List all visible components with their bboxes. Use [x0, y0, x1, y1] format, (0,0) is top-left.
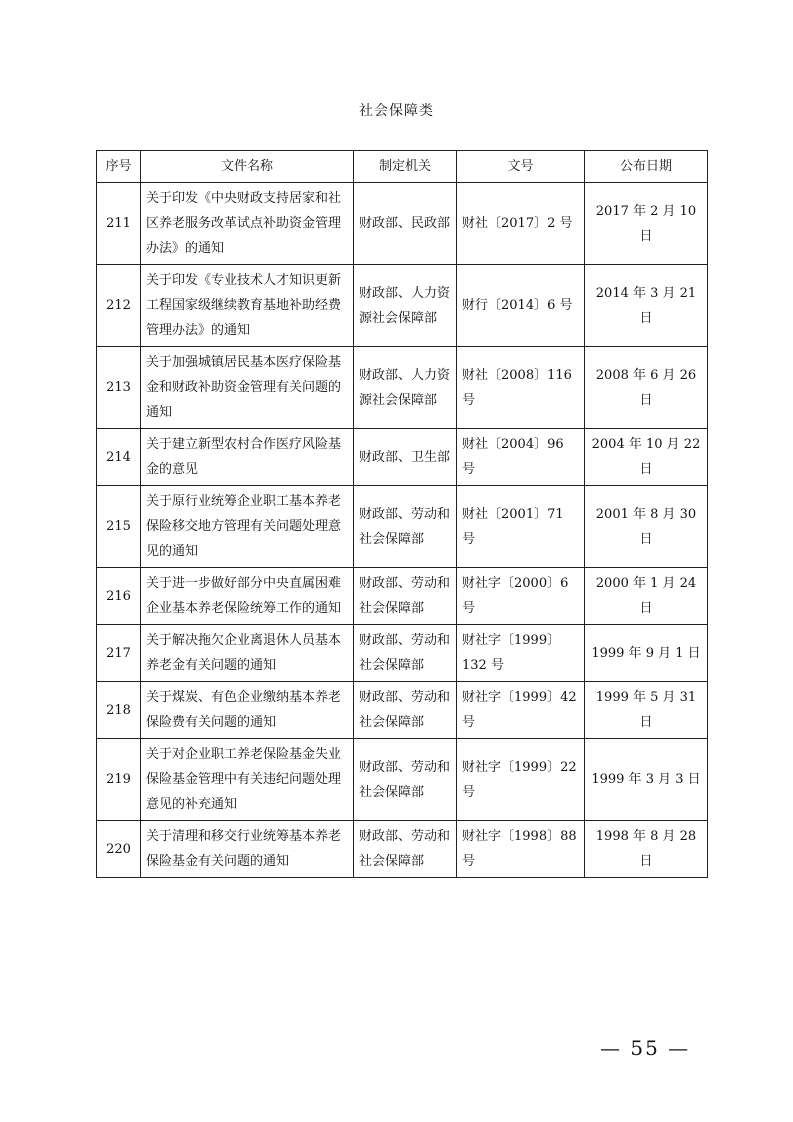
row-issuing-authority: 财政部、劳动和社会保障部 — [354, 486, 457, 568]
row-publish-date: 1999 年 9 月 1 日 — [585, 625, 708, 682]
row-publish-date: 2000 年 1 月 24 日 — [585, 568, 708, 625]
header-document-number: 文号 — [457, 151, 585, 183]
row-document-name: 关于对企业职工养老保险基金失业保险基金管理中有关违纪问题处理意见的补充通知 — [141, 739, 354, 821]
row-issuing-authority: 财政部、劳动和社会保障部 — [354, 568, 457, 625]
table-row — [97, 486, 708, 568]
row-document-name: 关于清理和移交行业统筹基本养老保险基金有关问题的通知 — [141, 821, 354, 878]
row-publish-date: 1998 年 8 月 28 日 — [585, 821, 708, 878]
table-row — [97, 429, 708, 486]
row-publish-date: 1999 年 5 月 31 日 — [585, 682, 708, 739]
row-issuing-authority: 财政部、人力资源社会保障部 — [354, 347, 457, 429]
row-publish-date: 2008 年 6 月 26 日 — [585, 347, 708, 429]
header-publish-date: 公布日期 — [585, 151, 708, 183]
row-document-number: 财社〔2004〕96 号 — [457, 429, 585, 486]
row-document-number: 财社字〔1999〕22 号 — [457, 739, 585, 821]
row-serial-number: 219 — [97, 739, 141, 821]
row-serial-number: 216 — [97, 568, 141, 625]
row-document-name: 关于印发《中央财政支持居家和社区养老服务改革试点补助资金管理办法》的通知 — [141, 183, 354, 265]
row-document-name: 关于煤炭、有色企业缴纳基本养老保险费有关问题的通知 — [141, 682, 354, 739]
header-issuing-authority: 制定机关 — [354, 151, 457, 183]
header-serial-number: 序号 — [97, 151, 141, 183]
row-publish-date: 2014 年 3 月 21 日 — [585, 265, 708, 347]
table-header-row — [97, 151, 708, 183]
page-number: — 55 — — [600, 1036, 691, 1060]
row-serial-number: 215 — [97, 486, 141, 568]
row-document-name: 关于进一步做好部分中央直属困难企业基本养老保险统筹工作的通知 — [141, 568, 354, 625]
row-document-number: 财社〔2017〕2 号 — [457, 183, 585, 265]
table-row — [97, 568, 708, 625]
table-row — [97, 739, 708, 821]
table-row — [97, 265, 708, 347]
row-issuing-authority: 财政部、劳动和社会保障部 — [354, 739, 457, 821]
row-publish-date: 2001 年 8 月 30 日 — [585, 486, 708, 568]
row-document-name: 关于印发《专业技术人才知识更新工程国家级继续教育基地补助经费管理办法》的通知 — [141, 265, 354, 347]
row-document-number: 财行〔2014〕6 号 — [457, 265, 585, 347]
table-row — [97, 183, 708, 265]
row-issuing-authority: 财政部、民政部 — [354, 183, 457, 265]
table-row — [97, 821, 708, 878]
table-row — [97, 347, 708, 429]
row-document-number: 财社字〔1998〕88 号 — [457, 821, 585, 878]
row-issuing-authority: 财政部、劳动和社会保障部 — [354, 821, 457, 878]
row-document-number: 财社字〔1999〕132 号 — [457, 625, 585, 682]
row-serial-number: 214 — [97, 429, 141, 486]
header-document-name: 文件名称 — [141, 151, 354, 183]
row-publish-date: 2017 年 2 月 10 日 — [585, 183, 708, 265]
row-issuing-authority: 财政部、卫生部 — [354, 429, 457, 486]
section-title: 社会保障类 — [359, 103, 434, 119]
row-serial-number: 213 — [97, 347, 141, 429]
row-document-name: 关于加强城镇居民基本医疗保险基金和财政补助资金管理有关问题的通知 — [141, 347, 354, 429]
row-document-name: 关于原行业统筹企业职工基本养老保险移交地方管理有关问题处理意见的通知 — [141, 486, 354, 568]
row-document-number: 财社字〔2000〕6 号 — [457, 568, 585, 625]
row-serial-number: 220 — [97, 821, 141, 878]
document-table — [96, 150, 708, 878]
row-serial-number: 212 — [97, 265, 141, 347]
row-publish-date: 1999 年 3 月 3 日 — [585, 739, 708, 821]
row-publish-date: 2004 年 10 月 22 日 — [585, 429, 708, 486]
row-document-number: 财社〔2008〕116 号 — [457, 347, 585, 429]
table-row — [97, 682, 708, 739]
row-issuing-authority: 财政部、劳动和社会保障部 — [354, 625, 457, 682]
row-document-name: 关于解决拖欠企业离退休人员基本养老金有关问题的通知 — [141, 625, 354, 682]
row-serial-number: 218 — [97, 682, 141, 739]
row-serial-number: 217 — [97, 625, 141, 682]
row-issuing-authority: 财政部、人力资源社会保障部 — [354, 265, 457, 347]
row-issuing-authority: 财政部、劳动和社会保障部 — [354, 682, 457, 739]
row-document-number: 财社〔2001〕71 号 — [457, 486, 585, 568]
row-document-number: 财社字〔1999〕42 号 — [457, 682, 585, 739]
row-serial-number: 211 — [97, 183, 141, 265]
row-document-name: 关于建立新型农村合作医疗风险基金的意见 — [141, 429, 354, 486]
table-row — [97, 625, 708, 682]
